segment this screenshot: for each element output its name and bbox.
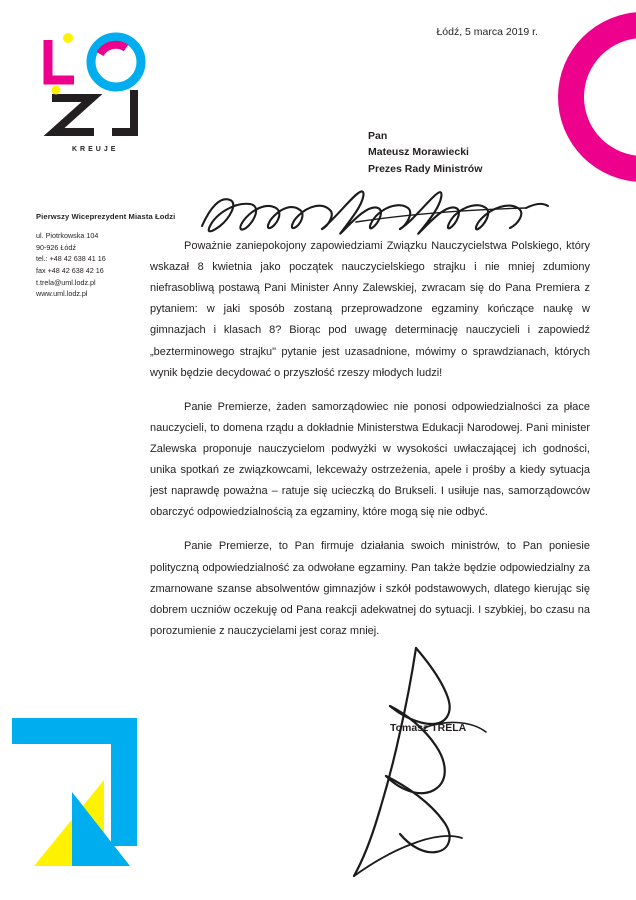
sender-website: www.uml.lodz.pl xyxy=(36,289,88,299)
sender-phone: tel.: +48 42 638 41 16 xyxy=(36,254,106,264)
logo-wordmark: KREUJE xyxy=(72,146,119,153)
signature-printed-name: Tomasz TRELA xyxy=(390,722,467,734)
magenta-arc-decoration xyxy=(558,12,636,182)
letter-paragraph-1: Poważnie zaniepokojony zapowiedziami Związku Nauczycielstwa Polskiego, który wskazał 8 kwietnia jako początek nauczycielskiego strajku i nie mniej zdumiony niefrasobliwą postawą Pani Minister Anny Zalewskiej, zwracam się do Pana Premiera z pytaniem: w jaki sposób zostaną przeprowadzone egzaminy kończące naukę w gimnazjach i klasach 8? Biorąc pod uwagę determinację nauczycieli i zapowiedź „bezterminowego strajku" pytanie jest uzasadnione, mówimy o sprawdzianach, których wynik będzie decydować o przyszłość rzeszy młodych ludzi! xyxy=(150,240,590,379)
logo-mark-icon xyxy=(34,28,174,148)
cyan-vertical-bar xyxy=(111,718,137,846)
addressee-block xyxy=(368,128,482,177)
cyan-horizontal-bar xyxy=(12,718,137,744)
handwritten-signature-bottom xyxy=(320,640,540,890)
sender-address-street: ul. Piotrkowska 104 xyxy=(36,231,99,240)
sender-email: t.trela@uml.lodz.pl xyxy=(36,277,96,287)
date-line: Łódź, 5 marca 2019 r. xyxy=(436,26,538,38)
addressee-line-2: Mateusz Morawiecki xyxy=(368,146,469,159)
addressee-line-3: Prezes Rady Ministrów xyxy=(368,162,483,175)
letter-body xyxy=(150,236,590,642)
addressee-line-1: Pan xyxy=(368,130,388,142)
letter-paragraph-2: Panie Premierze, żaden samorządowiec nie ponosi odpowiedzialności za płace nauczycieli, to domena rządu a dokładnie Ministerstwa Edukacji Narodowej. Pani minister Zalewska proponuje nauczycielom podwyżki w wysokości uwłaczającej ich godności, unika spotkań ze związkowcami, lekceważy ostrzeżenia, apele i prośby a kiedy sytuacja jest naprawdę poważna – ratuje się ucieczką do Brukseli. I usiłuje nas, samorządowców obarczyć odpowiedzialnością za egzaminy, które mogą się nie odbyć. xyxy=(150,400,590,519)
letter-paragraph-3: Panie Premierze, to Pan firmuje działania swoich ministrów, to Pan poniesie polityczną odpowiedzialność za odwołane egzaminy. Pan także będzie odpowiedzialny za zmarnowane szanse absolwentów gimnazjów i szkół podstawowych, dlatego kierując się dobrem uczniów oczekuję od Pana reakcji adekwatnej do sytuacji. I szybkiej, bo czasu na porozumienie z nauczycielami jest coraz mniej. xyxy=(150,540,590,637)
lodz-kreuje-logo xyxy=(34,28,174,168)
bottom-left-decoration xyxy=(12,718,192,878)
sender-fax: fax +48 42 638 42 16 xyxy=(36,265,104,275)
sender-address-city: 90-926 Łódź xyxy=(36,242,76,252)
cyan-triangle xyxy=(72,792,130,866)
sender-title: Pierwszy Wiceprezydent Miasta Łodzi xyxy=(36,212,176,221)
yellow-triangle xyxy=(34,780,104,866)
